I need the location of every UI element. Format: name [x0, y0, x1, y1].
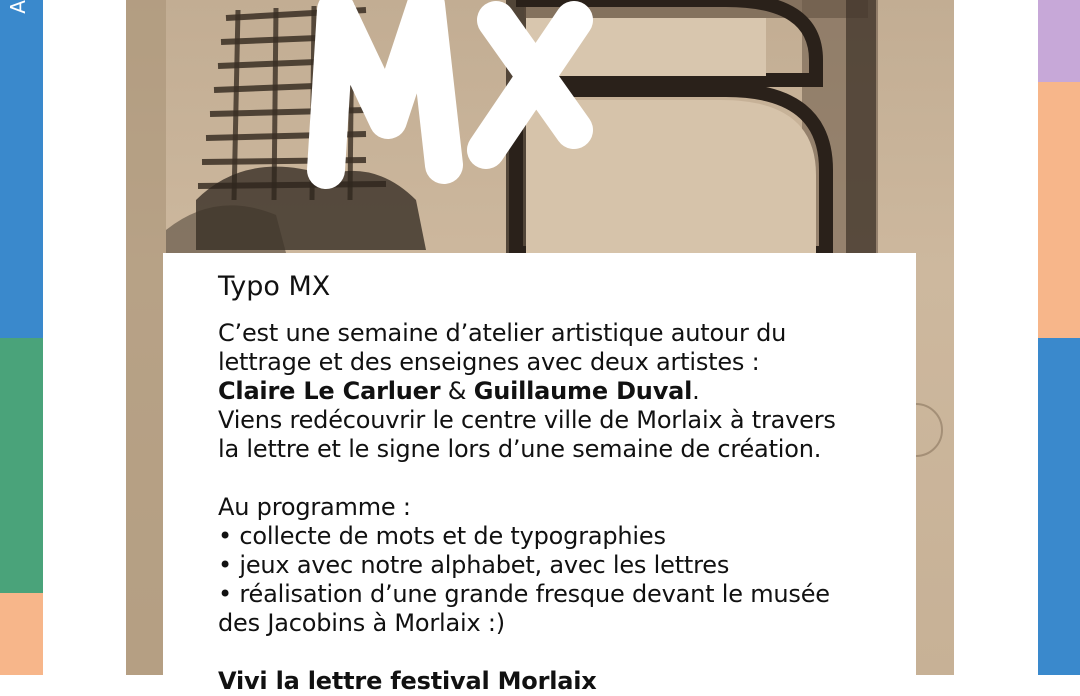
intro-line-2: lettrage et des enseignes avec deux artistes :: [218, 348, 760, 376]
program-item: • collecte de mots et de typographies: [218, 522, 666, 550]
program-item-continuation: des Jacobins à Morlaix :): [218, 609, 505, 637]
side-label: A: [6, 0, 30, 14]
artists-line: [218, 377, 898, 406]
program-item: • jeux avec notre alphabet, avec les lettres: [218, 551, 730, 579]
program-item: • réalisation d’une grande fresque devant le musée: [218, 580, 830, 608]
intro-line-5: la lettre et le signe lors d’une semaine de création.: [218, 435, 822, 463]
right-band-blue: [1038, 338, 1080, 675]
ampersand: &: [440, 377, 474, 405]
clipped-footer-line: Vivi la lettre festival Morlaix: [218, 667, 597, 695]
artist-claire: Claire Le Carluer: [218, 377, 441, 405]
right-band-peach: [1038, 82, 1080, 338]
left-band-blue: [0, 0, 43, 338]
left-band-peach: [0, 593, 43, 675]
artist-guillaume: Guillaume Duval: [473, 377, 693, 405]
intro-line-4: Viens redécouvrir le centre ville de Morlaix à travers: [218, 406, 836, 434]
event-description-card: [163, 253, 916, 695]
program-heading: Au programme :: [218, 493, 411, 521]
intro-line-1: C’est une semaine d’atelier artistique autour du: [218, 319, 787, 347]
artists-period: .: [692, 377, 700, 405]
right-band-lavender: [1038, 0, 1080, 82]
left-band-green: [0, 338, 43, 593]
event-title: Typo MX: [218, 271, 331, 302]
